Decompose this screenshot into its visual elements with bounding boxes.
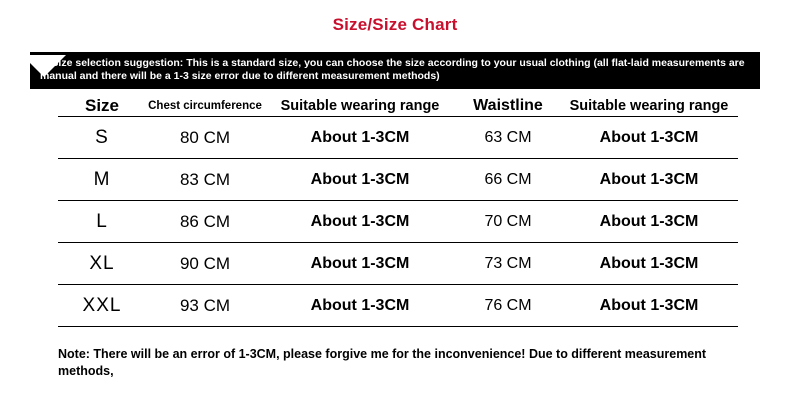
- cell-range-chest: About 1-3CM: [264, 285, 456, 327]
- header-suitable-wearing-range-waist: Suitable wearing range: [560, 96, 738, 117]
- footer-note: Note: There will be an error of 1-3CM, please forgive me for the inconvenience! Due to different measurement methods,: [58, 347, 707, 378]
- cell-range-waist: About 1-3CM: [560, 243, 738, 285]
- cell-chest: 83 CM: [146, 159, 264, 201]
- cell-size: XL: [58, 243, 146, 285]
- warning-icon: ⚠: [40, 57, 50, 69]
- cell-size: M: [58, 159, 146, 201]
- table-row: [58, 243, 738, 285]
- size-table: [58, 96, 738, 327]
- table-row: [58, 159, 738, 201]
- table-row: [58, 117, 738, 159]
- triangle-decoration: [22, 55, 66, 77]
- cell-range-waist: About 1-3CM: [560, 201, 738, 243]
- header-size: Size: [58, 96, 146, 117]
- cell-range-waist: About 1-3CM: [560, 159, 738, 201]
- cell-size: L: [58, 201, 146, 243]
- cell-waist: 66 CM: [456, 159, 560, 201]
- cell-range-waist: About 1-3CM: [560, 117, 738, 159]
- cell-size: S: [58, 117, 146, 159]
- cell-waist: 76 CM: [456, 285, 560, 327]
- cell-range-waist: About 1-3CM: [560, 285, 738, 327]
- banner-text: Size selection suggestion: This is a standard size, you can choose the size according to your usual clothing (all flat-laid measurements are manual and there will be a 1-3 size error due to different measurement methods): [40, 57, 745, 82]
- page-title: Size/Size Chart: [332, 15, 458, 34]
- cell-waist: 70 CM: [456, 201, 560, 243]
- cell-waist: 73 CM: [456, 243, 560, 285]
- table-header-row: [58, 96, 738, 117]
- table-body: [58, 117, 738, 327]
- size-suggestion-banner: [30, 52, 760, 89]
- header-suitable-wearing-range-chest: Suitable wearing range: [264, 96, 456, 117]
- cell-range-chest: About 1-3CM: [264, 159, 456, 201]
- cell-waist: 63 CM: [456, 117, 560, 159]
- header-waistline: Waistline: [456, 96, 560, 117]
- cell-size: XXL: [58, 285, 146, 327]
- cell-chest: 93 CM: [146, 285, 264, 327]
- cell-range-chest: About 1-3CM: [264, 243, 456, 285]
- cell-chest: 80 CM: [146, 117, 264, 159]
- cell-range-chest: About 1-3CM: [264, 117, 456, 159]
- cell-chest: 86 CM: [146, 201, 264, 243]
- cell-chest: 90 CM: [146, 243, 264, 285]
- table-head: [58, 96, 738, 117]
- cell-range-chest: About 1-3CM: [264, 201, 456, 243]
- header-chest-circumference: Chest circumference: [146, 96, 264, 117]
- table-row: [58, 285, 738, 327]
- table-row: [58, 201, 738, 243]
